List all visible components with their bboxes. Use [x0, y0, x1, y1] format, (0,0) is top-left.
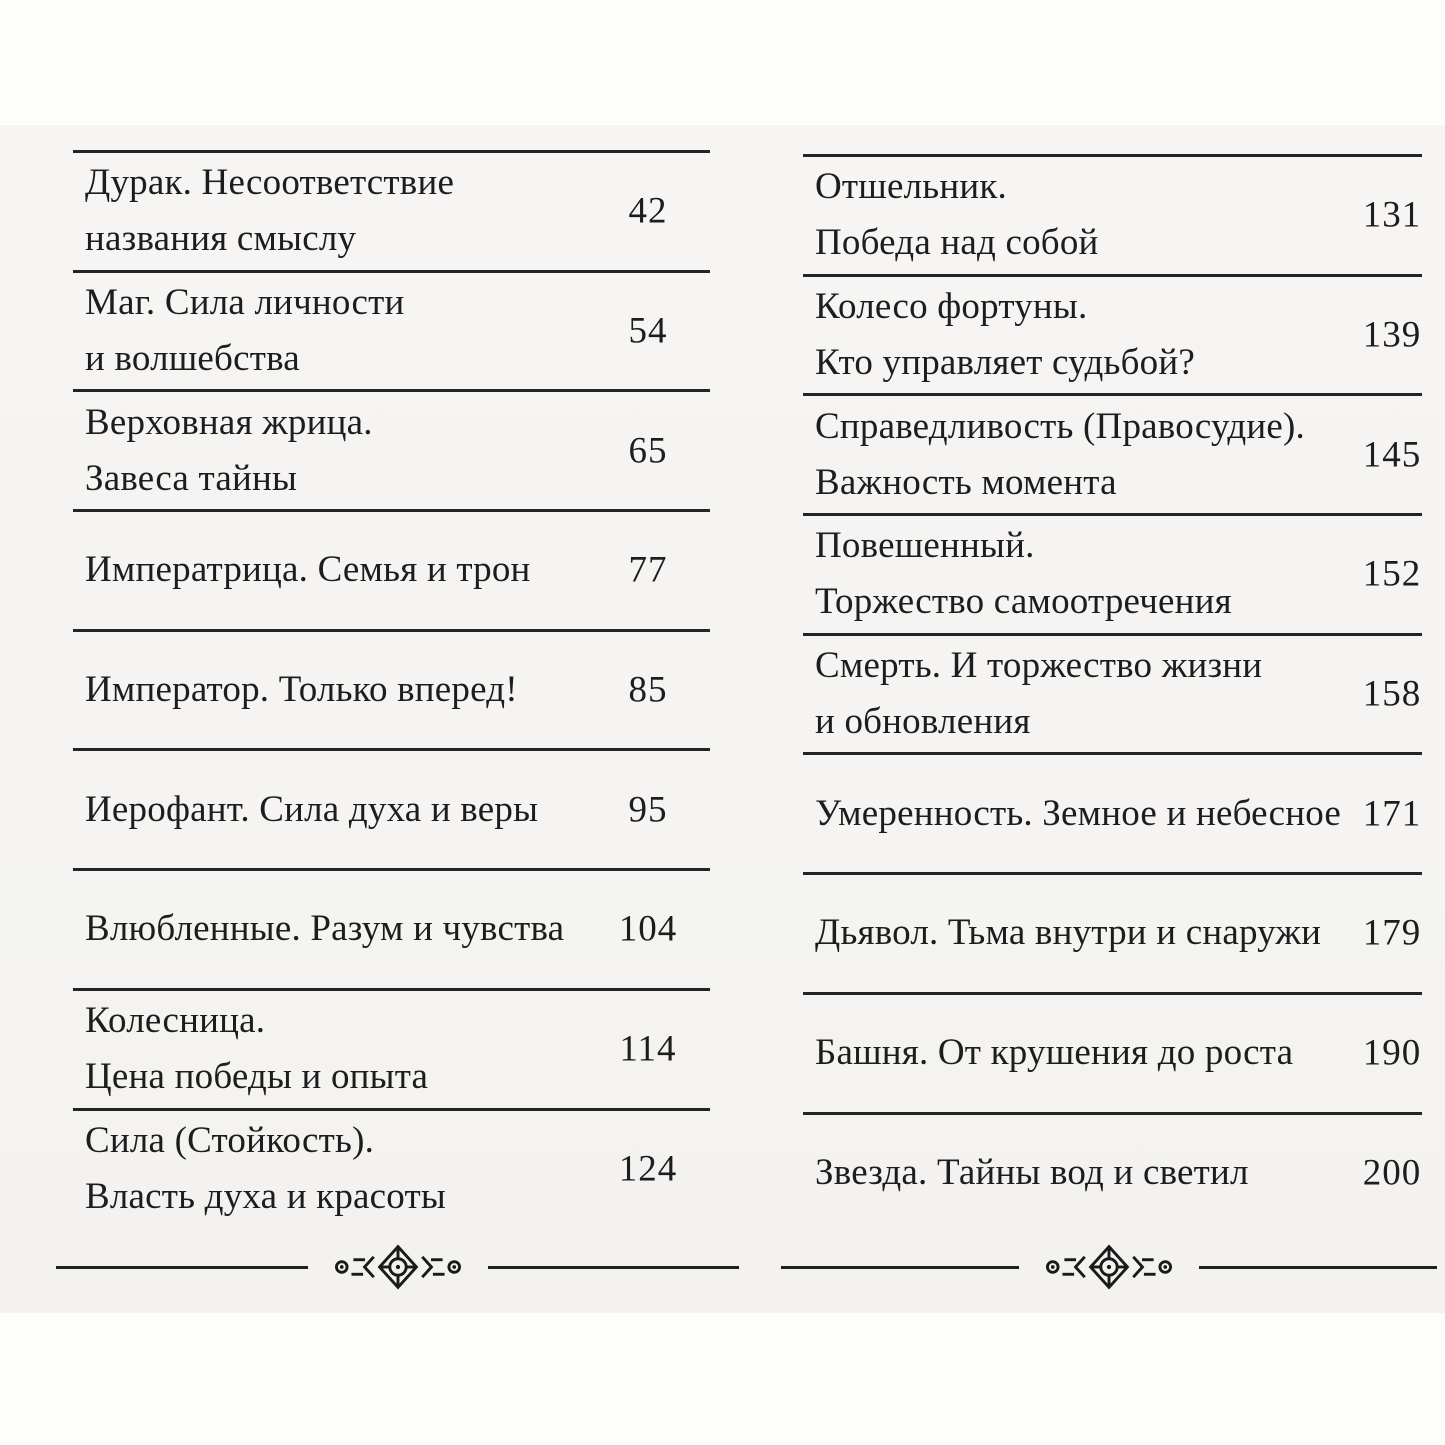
toc-entry [73, 748, 710, 868]
entry-title-line: Маг. Сила личности [85, 282, 405, 324]
toc-entry [73, 868, 710, 988]
divider-line [488, 1266, 740, 1269]
entry-title [815, 905, 1422, 961]
entry-page-number: 190 [1362, 1032, 1422, 1074]
entry-title [85, 782, 710, 838]
ornament-divider-right [781, 1239, 1437, 1295]
entry-title-line: Повешенный. [815, 525, 1035, 567]
entry-title [815, 1145, 1422, 1201]
entry-title-line: Дурак. Несоответствие [85, 162, 455, 204]
entry-page-number: 54 [628, 310, 668, 352]
entry-title [85, 901, 710, 957]
toc-entry [73, 629, 710, 749]
entry-page-number: 200 [1362, 1152, 1422, 1194]
toc-entry [803, 513, 1422, 633]
entry-title-line: Смерть. И торжество жизни [815, 645, 1263, 687]
ornament-divider-left [56, 1239, 739, 1295]
toc-entry [803, 752, 1422, 872]
entry-title [815, 518, 1422, 630]
entry-title-line: Цена победы и опыта [85, 1056, 429, 1098]
entry-page-number: 85 [628, 669, 668, 711]
toc-entry [803, 1112, 1422, 1232]
toc-entry [803, 992, 1422, 1112]
entry-title [815, 1025, 1422, 1081]
toc-entry [803, 633, 1422, 753]
entry-page-number: 131 [1362, 194, 1422, 236]
divider-line [1199, 1266, 1437, 1269]
entry-page-number: 124 [618, 1148, 678, 1190]
entry-title-line: Иерофант. Сила духа и веры [85, 788, 539, 830]
entry-title-line: Торжество самоотречения [815, 581, 1232, 623]
entry-title [85, 1113, 710, 1225]
entry-page-number: 42 [628, 190, 668, 232]
entry-title [85, 395, 710, 507]
divider-line [56, 1266, 308, 1269]
entry-title-line: и волшебства [85, 338, 300, 380]
entry-title [85, 662, 710, 718]
entry-page-number: 179 [1362, 912, 1422, 954]
toc-entry [803, 154, 1422, 274]
entry-title-line: Важность момента [815, 461, 1117, 503]
toc-entry [73, 509, 710, 629]
toc-entry [803, 274, 1422, 394]
entry-title [815, 279, 1422, 391]
toc-entry [73, 150, 710, 270]
entry-page-number: 171 [1362, 793, 1422, 835]
entry-title [815, 159, 1422, 271]
entry-title [85, 275, 710, 387]
entry-title-line: Верховная жрица. [85, 401, 373, 443]
entry-title-line: Колесо фортуны. [815, 286, 1088, 328]
entry-title [815, 638, 1422, 750]
entry-page-number: 145 [1362, 434, 1422, 476]
divider-line [781, 1266, 1019, 1269]
entry-title [815, 399, 1422, 511]
entry-title-line: Справедливость (Правосудие). [815, 405, 1305, 447]
entry-page-number: 152 [1362, 553, 1422, 595]
entry-title-line: названия смыслу [85, 218, 357, 260]
diamond-ornament-icon [1045, 1239, 1173, 1295]
toc-entry [73, 389, 710, 509]
entry-title-line: Императрица. Семья и трон [85, 549, 531, 591]
toc-entry [803, 872, 1422, 992]
entry-title-line: Умеренность. Земное и небесное [815, 792, 1342, 834]
entry-title-line: Звезда. Тайны вод и светил [815, 1151, 1249, 1193]
entry-title-line: Кто управляет судьбой? [815, 342, 1195, 384]
toc-entry [73, 270, 710, 390]
toc-entry [73, 988, 710, 1108]
entry-title-line: Завеса тайны [85, 457, 298, 499]
entry-title [85, 155, 710, 267]
entry-page-number: 95 [628, 789, 668, 831]
entry-title-line: Влюбленные. Разум и чувства [85, 908, 565, 950]
entry-title-line: Сила (Стойкость). [85, 1119, 375, 1161]
entry-title [85, 993, 710, 1105]
entry-page-number: 65 [628, 430, 668, 472]
entry-page-number: 77 [628, 549, 668, 591]
entry-page-number: 104 [618, 908, 678, 950]
entry-title [85, 542, 710, 598]
entry-title-line: Дьявол. Тьма внутри и снаружи [815, 912, 1322, 954]
entry-title-line: Башня. От крушения до роста [815, 1032, 1294, 1074]
entry-title-line: и обновления [815, 701, 1031, 743]
toc-entry [803, 393, 1422, 513]
toc-column-right [803, 154, 1422, 1231]
entry-title-line: Власть духа и красоты [85, 1175, 446, 1217]
entry-title-line: Император. Только вперед! [85, 669, 518, 711]
entry-title [815, 786, 1422, 842]
entry-page-number: 158 [1362, 673, 1422, 715]
entry-title-line: Колесница. [85, 1000, 266, 1042]
diamond-ornament-icon [334, 1239, 462, 1295]
entry-title-line: Отшельник. [815, 166, 1007, 208]
entry-title-line: Победа над собой [815, 222, 1099, 264]
entry-page-number: 114 [619, 1028, 677, 1070]
toc-entry [73, 1108, 710, 1228]
toc-column-left [73, 150, 710, 1227]
entry-page-number: 139 [1362, 314, 1422, 356]
